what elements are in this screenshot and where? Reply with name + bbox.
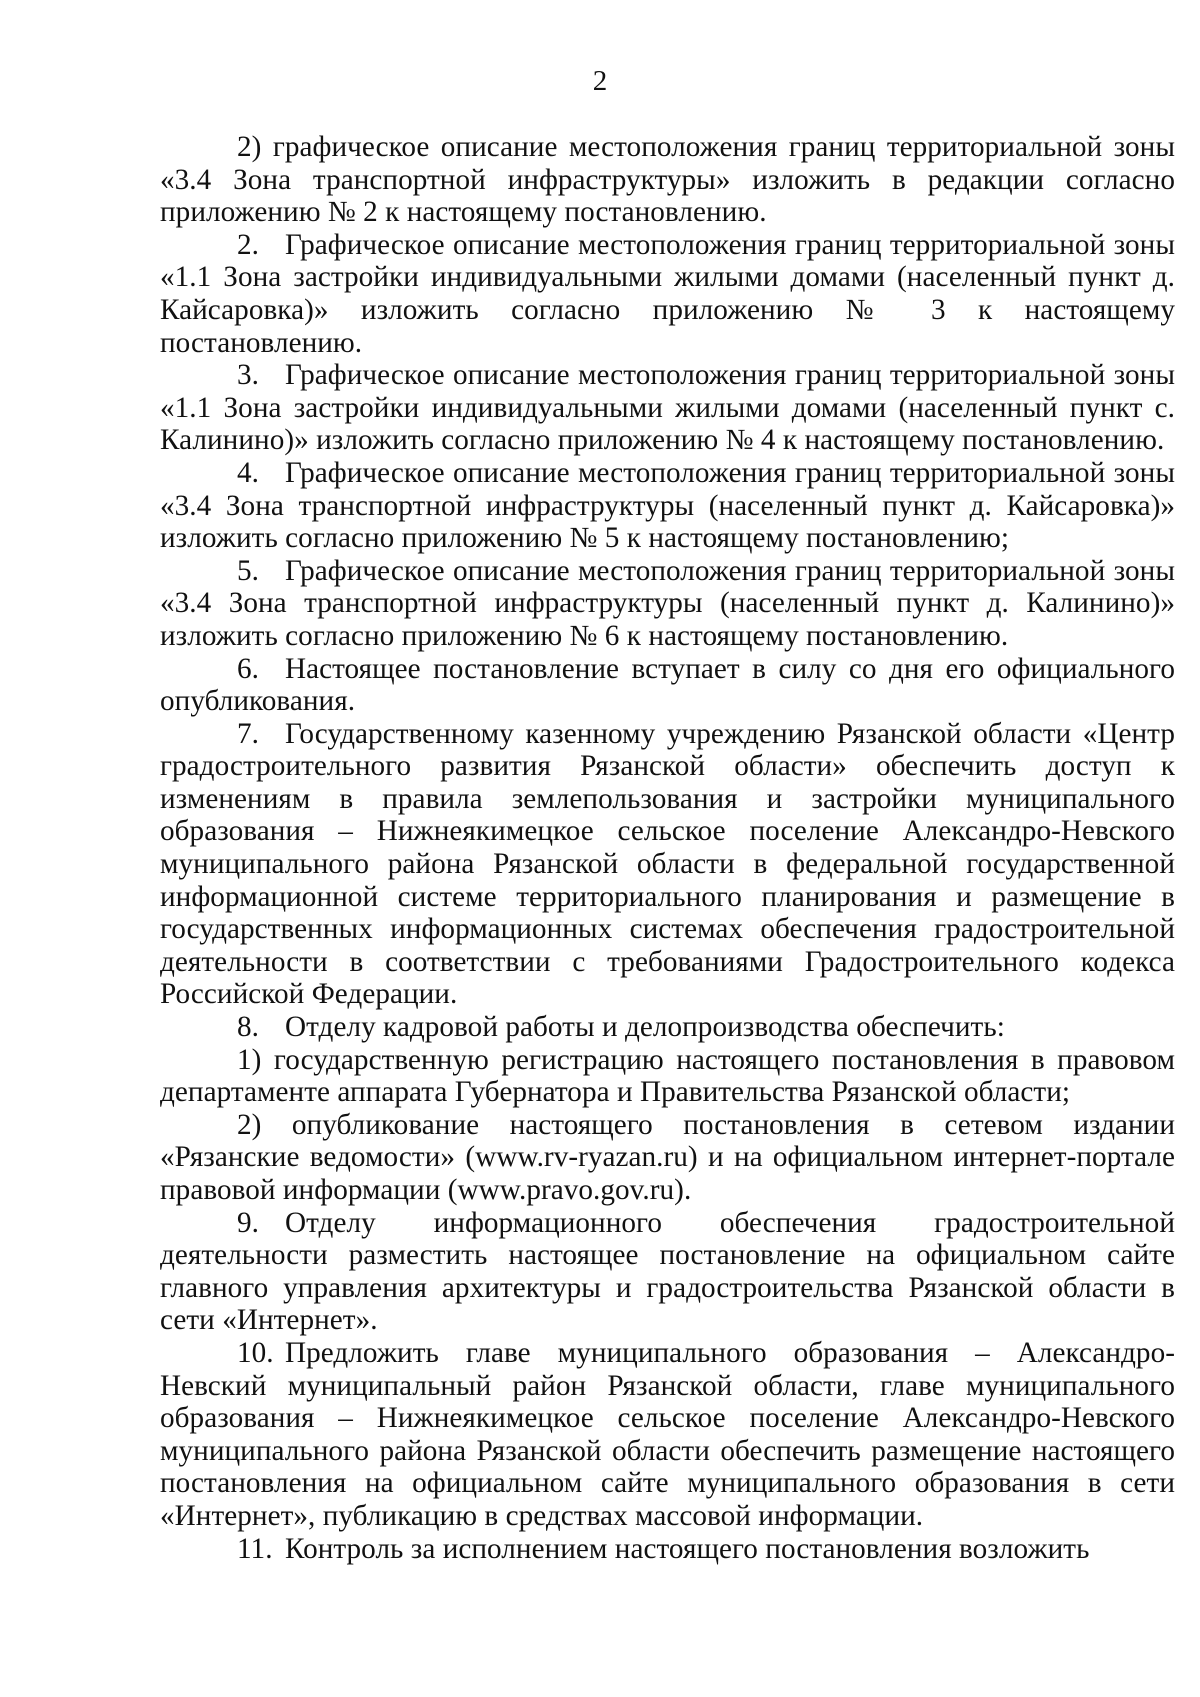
paragraph-text: Графическое описание местоположения границ территориальной зоны «3.4 Зона транспортной инфраструктуры (населенный пункт д. Калинино)» изложить согласно приложению № 6 к настоящему постановлению. xyxy=(160,554,1175,652)
paragraph-item-9 xyxy=(160,1207,1175,1337)
paragraph-text: 2) графическое описание местоположения границ территориальной зоны «3.4 Зона транспортной инфраструктуры» изложить в редакции согласно приложению № 2 к настоящему постановлению. xyxy=(160,131,1175,229)
paragraph-text: Отделу информационного обеспечения градостроительной деятельности разместить настоящее постановление на официальном сайте главного управления архитектуры и градостроительства Рязанской области в сети «Интернет». xyxy=(160,1206,1175,1337)
paragraph-item-7 xyxy=(160,718,1175,1011)
paragraph-item-6 xyxy=(160,653,1175,718)
paragraph-item-11 xyxy=(160,1533,1175,1566)
item-number: 4. xyxy=(237,456,259,489)
paragraph-text: Настоящее постановление вступает в силу со дня его официального опубликования. xyxy=(160,652,1175,718)
paragraph-item-8-2 xyxy=(160,1109,1175,1207)
paragraph-text: 2) опубликование настоящего постановления в сетевом издании «Рязанские ведомости» (www.rv-ryazan.ru) и на официальном интернет-портале правовой информации (www.pravo.gov.ru). xyxy=(160,1108,1175,1206)
paragraph-item-4 xyxy=(160,457,1175,555)
paragraph-text: Отделу кадровой работы и делопроизводства обеспечить: xyxy=(285,1011,1005,1044)
item-number: 7. xyxy=(237,717,259,750)
item-number: 3. xyxy=(237,359,259,392)
paragraph-text: Графическое описание местоположения границ территориальной зоны «1.1 Зона застройки индивидуальными жилыми домами (населенный пункт д. Кайсаровка)» изложить согласно приложению № 3 к настоящему постановлению. xyxy=(160,228,1175,359)
page-number: 2 xyxy=(592,65,608,97)
item-number: 6. xyxy=(237,652,259,685)
item-number: 2. xyxy=(237,228,259,261)
paragraph-1-2-graphic-description xyxy=(160,131,1175,229)
paragraph-item-8-1 xyxy=(160,1044,1175,1109)
paragraph-text: 1) государственную регистрацию настоящего постановления в правовом департаменте аппарата Губернатора и Правительства Рязанской области; xyxy=(160,1043,1175,1109)
paragraph-item-8 xyxy=(160,1011,1175,1044)
paragraph-item-10 xyxy=(160,1337,1175,1533)
document-body xyxy=(160,131,1175,1565)
paragraph-text: Графическое описание местоположения границ территориальной зоны «1.1 Зона застройки индивидуальными жилыми домами (населенный пункт с. Калинино)» изложить согласно приложению № 4 к настоящему постановлению. xyxy=(160,359,1175,457)
item-number: 10. xyxy=(237,1336,274,1369)
item-number: 8. xyxy=(237,1011,259,1044)
paragraph-item-3 xyxy=(160,359,1175,457)
paragraph-text: Государственному казенному учреждению Рязанской области «Центр градостроительного развития Рязанской области» обеспечить доступ к изменениям в правила землепользования и застройки муниципального образования – Нижнеякимецкое сельское поселение Александро-Невского муниципального района Рязанской области в федеральной государственной информационной системе территориального планирования и размещение в государственных информационных системах обеспечения градостроительной деятельности в соответствии с требованиями Градостроительного кодекса Российской Федерации. xyxy=(160,717,1175,1011)
paragraph-item-5 xyxy=(160,555,1175,653)
item-number: 5. xyxy=(237,554,259,587)
paragraph-text: Контроль за исполнением настоящего постановления возложить xyxy=(285,1532,1090,1565)
item-number: 9. xyxy=(237,1206,259,1239)
paragraph-text: Графическое описание местоположения границ территориальной зоны «3.4 Зона транспортной инфраструктуры (населенный пункт д. Кайсаровка)» изложить согласно приложению № 5 к настоящему постановлению; xyxy=(160,456,1175,555)
paragraph-item-2 xyxy=(160,229,1175,359)
paragraph-text: Предложить главе муниципального образования – Александро-Невский муниципальный район Рязанской области, главе муниципального образования – Нижнеякимецкое сельское поселение Александро-Невского муниципального района Рязанской области обеспечить размещение настоящего постановления на официальном сайте муниципального образования в сети «Интернет», публикацию в средствах массовой информации. xyxy=(160,1336,1175,1532)
item-number: 11. xyxy=(237,1532,273,1565)
